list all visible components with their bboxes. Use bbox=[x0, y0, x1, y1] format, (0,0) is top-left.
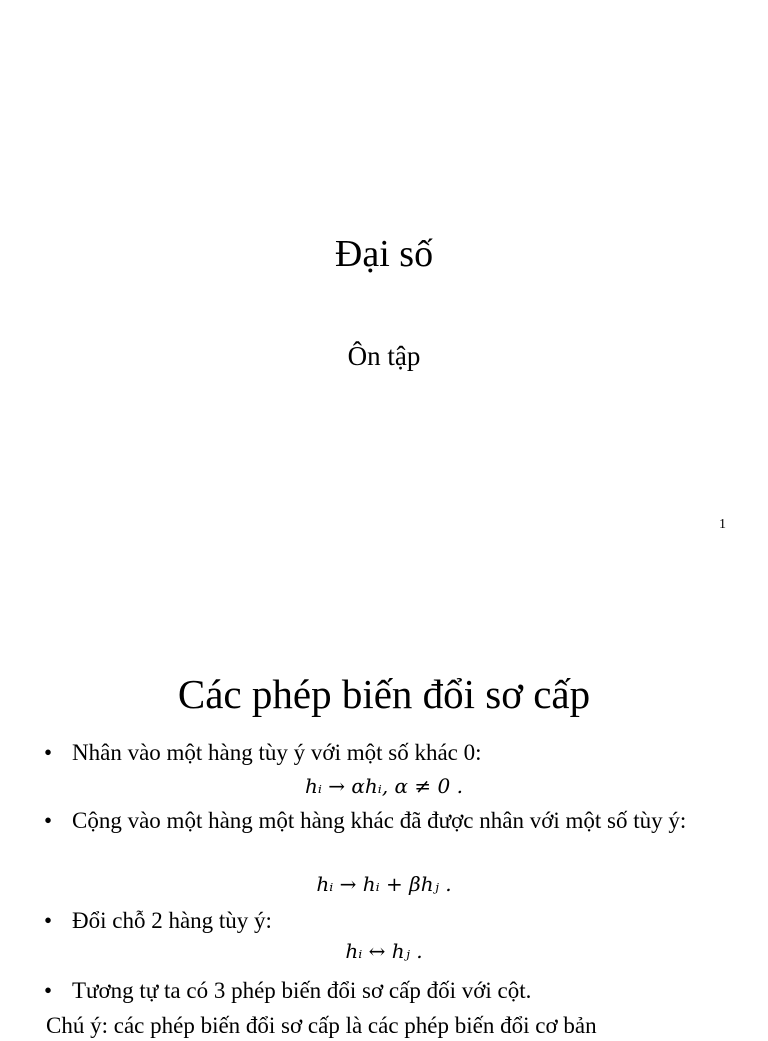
slide-2 bbox=[0, 570, 768, 1038]
bullet-text: Đổi chỗ 2 hàng tùy ý: bbox=[72, 908, 272, 933]
slide-subtitle: Ôn tập bbox=[347, 341, 421, 371]
note-text: Chú ý: các phép biến đổi sơ cấp là các phép biến đổi cơ bản bbox=[46, 1013, 597, 1038]
formula: hᵢ ↔ hⱼ . bbox=[345, 939, 423, 963]
page-number: 1 bbox=[719, 517, 726, 532]
bullet-text: Nhân vào một hàng tùy ý với một số khác 0: bbox=[72, 740, 482, 765]
bullet-text: Tương tự ta có 3 phép biến đổi sơ cấp đối với cột. bbox=[72, 978, 532, 1003]
bullet-dot-icon: • bbox=[44, 740, 53, 765]
formula: hᵢ → αhᵢ, α ≠ 0 . bbox=[305, 774, 463, 798]
bullet-dot-icon: • bbox=[44, 808, 53, 833]
slide-title: Các phép biến đổi sơ cấp bbox=[177, 671, 591, 717]
bullet-dot-icon: • bbox=[44, 978, 53, 1003]
formula: hᵢ → hᵢ + βhⱼ . bbox=[316, 872, 452, 896]
slide-title: Đại số bbox=[334, 233, 434, 275]
bullet-text: Cộng vào một hàng một hàng khác đã được nhân với một số tùy ý: bbox=[72, 808, 687, 833]
bullet-dot-icon: • bbox=[44, 908, 53, 933]
